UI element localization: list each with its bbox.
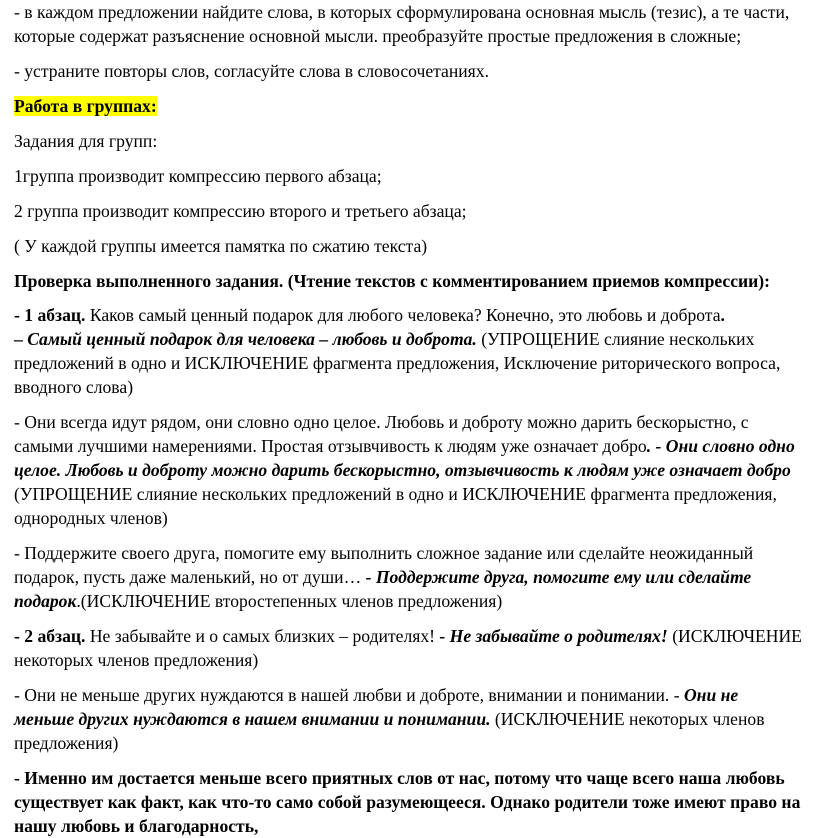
paragraph1-part3-result: - Поддержите друга, помогите ему или сделайте подарок [14,567,752,611]
paragraph2-part2-result: Они не меньше других нуждаются в нашем внимании и понимании. [14,685,739,729]
paragraph2-comment: (ИСКЛЮЧЕНИЕ некоторых членов предложения) [14,626,802,670]
paragraph2-block [14,624,802,672]
group-work-heading: Работа в группах: [14,96,157,116]
paragraph1-label: - 1 абзац. [14,305,86,325]
paragraph1-part3-comment: .(ИСКЛЮЧЕНИЕ второстепенных членов предложения) [76,591,503,611]
group-work-heading-line [14,94,802,118]
paragraph3-text: - Именно им достается меньше всего приятных слов от нас, потому что чаще всего наша любовь существует как факт, как что-то само собой разумеющееся. Однако родители тоже имеют право на нашу любовь и благодарность, [14,768,801,836]
paragraph1-comment: (УПРОЩЕНИЕ слияние нескольких предложений в одно и ИСКЛЮЧЕНИЕ фрагмента предложения, Исключение риторического вопроса, вводного слова) [14,329,781,397]
paragraph1-part3-original: - Поддержите своего друга, помогите ему выполнить сложное задание или сделайте неожиданный подарок, пусть даже маленький, но от души… [14,543,754,587]
paragraph1-part2-comment: (УПРОЩЕНИЕ слияние нескольких предложений в одно и ИСКЛЮЧЕНИЕ фрагмента предложения, однородных членов) [14,484,777,528]
intro-instruction-2: - устраните повторы слов, согласуйте слова в словосочетаниях. [14,61,489,81]
paragraph2-part2-original: - Они не меньше других нуждаются в нашей любви и доброте, внимании и понимании. - [14,685,684,705]
paragraph2-result: - Не забывайте о родителях! [439,626,668,646]
paragraph2-original: Не забывайте и о самых близких – родителях! [85,626,440,646]
paragraph1-part2-original: - Они всегда идут рядом, они словно одно целое. Любовь и доброту можно дарить бескорыстно, с самыми лучшими намерениями. Простая отзывчивость к людям уже означает добро [14,412,749,456]
memo-note: ( У каждой группы имеется памятка по сжатию текста) [14,236,428,256]
paragraph1-result: Самый ценный подарок для человека – любовь и доброта. [27,329,477,349]
paragraph1-block [14,303,802,399]
paragraph2-label: - 2 абзац. [14,626,86,646]
paragraph1-part2-result: . - Они словно одно целое. Любовь и доброту можно дарить бескорыстно, отзывчивость к людям уже означает добро [14,436,795,480]
intro-instruction-1: - в каждом предложении найдите слова, в которых сформулирована основная мысль (тезис), а те части, которые содержат разъяснение основной мысли. преобразуйте простые предложения в сложные; [14,2,790,46]
check-heading-text: Проверка выполненного задания. (Чтение текстов с комментированием приемов компрессии): [14,271,771,291]
tasks-label: Задания для групп: [14,131,158,151]
paragraph1-original: Каков самый ценный подарок для любого человека? Конечно, это любовь и доброта [85,305,721,325]
paragraph1-part3-block [14,541,802,613]
paragraph2-part2-block [14,683,802,755]
group1-task: 1группа производит компрессию первого абзаца; [14,166,382,186]
paragraph2-part2-comment: (ИСКЛЮЧЕНИЕ некоторых членов предложения) [14,709,765,753]
paragraph1-part2-block [14,410,802,530]
paragraph1-dot: . [720,305,725,325]
paragraph3-block [14,766,802,838]
check-heading [14,269,802,293]
paragraph1-dash: – [14,329,28,349]
group2-task: 2 группа производит компрессию второго и третьего абзаца; [14,201,467,221]
